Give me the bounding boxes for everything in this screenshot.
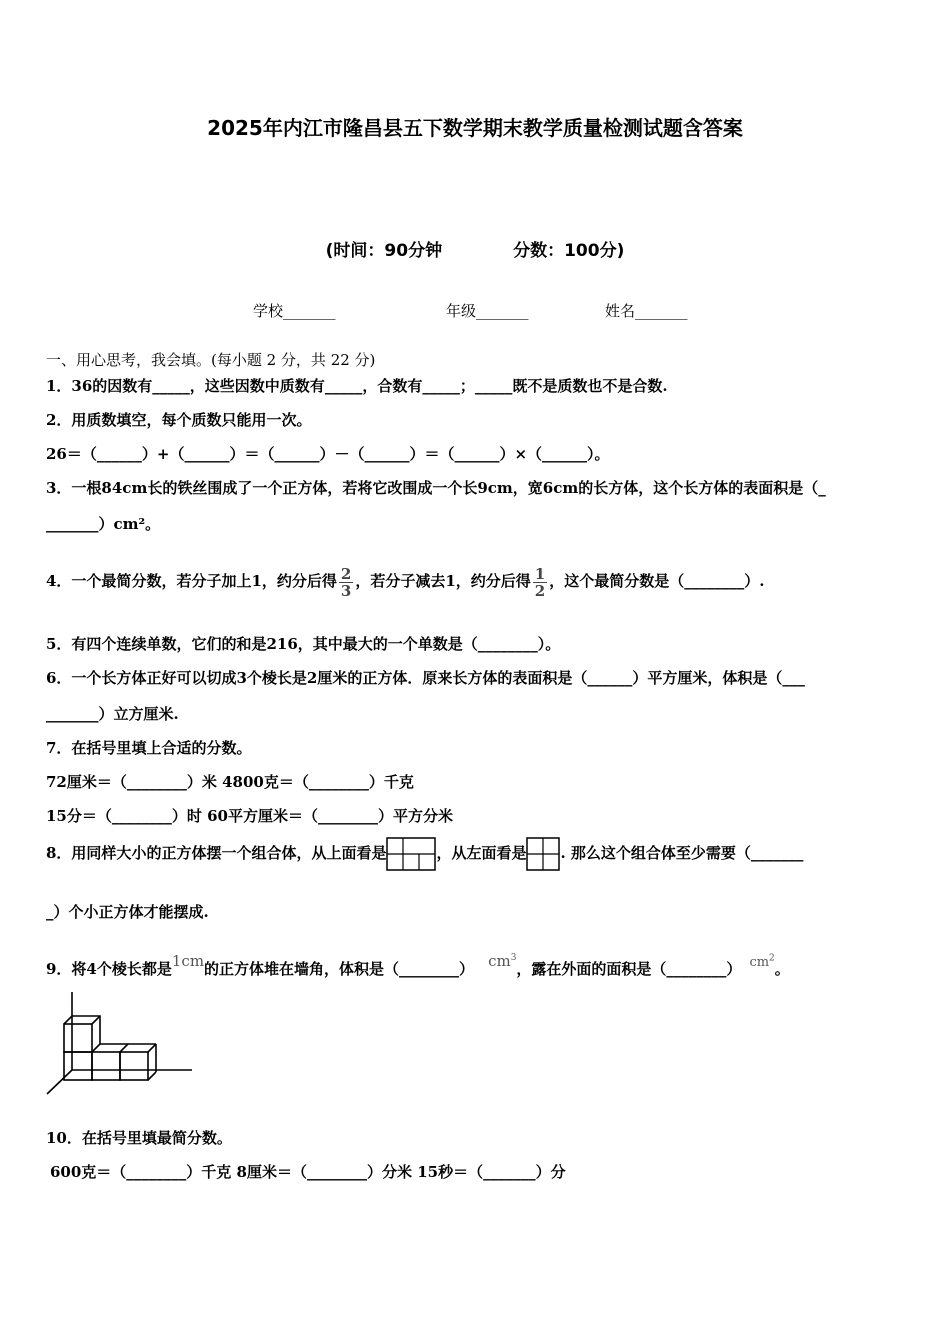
question-9: 9．将4个棱长都是1cm的正方体堆在墙角，体积是（________） $cm^3$，露在外面的面积是（________） $cm^2$。 xyxy=(46,952,790,978)
name-field: 姓名_______ xyxy=(605,302,688,320)
grade-field: 年级_______ xyxy=(446,302,529,320)
question-8-cont: _）个小正方体才能摆成. xyxy=(46,903,209,921)
question-1: 1．36的因数有_____，这些因数中质数有_____，合数有_____；_____既不是质数也不是合数. xyxy=(46,377,668,395)
page-title: 2025年内江市隆昌县五下数学期末教学质量检测试题含答案 xyxy=(207,116,743,140)
question-2-equation: 26＝（______）+（______）＝（______）－（______）＝（______）×（______）。 xyxy=(46,445,610,463)
left-view-grid xyxy=(526,837,560,871)
question-7-line-1: 72厘米＝（________）米 4800克＝（________）千克 xyxy=(46,773,414,791)
section-heading: 一、用心思考，我会填。(每小题 2 分，共 22 分) xyxy=(46,351,376,369)
question-2: 2．用质数填空，每个质数只能用一次。 xyxy=(46,411,312,429)
question-7-line-2: 15分＝（________）时 60平方厘米＝（________）平方分米 xyxy=(46,807,453,825)
top-view-grid xyxy=(386,837,436,871)
fraction-one-half: $\frac{1}{2}$ xyxy=(534,564,546,600)
question-5: 5．有四个连续单数，它们的和是216，其中最大的一个单数是（________）。 xyxy=(46,635,561,653)
exam-time-score: (时间：90分钟 分数：100分) xyxy=(325,241,625,261)
question-4: 4．一个最简分数，若分子加上1，约分后得 $\frac{2}{3}$ ，若分子减去1，约分后得 $\frac{1}{2}$ ，这个最简分数是（________）. xyxy=(46,564,765,600)
question-3: 3．一根84cm长的铁丝围成了一个正方体，若将它改围成一个长9cm，宽6cm的长方体，这个长方体的表面积是（_ xyxy=(46,479,826,497)
fraction-two-thirds: $\frac{2}{3}$ xyxy=(340,564,352,600)
question-7: 7．在括号里填上合适的分数。 xyxy=(46,739,252,757)
corner-cubes-figure xyxy=(44,990,196,1098)
question-3-cont: _______）cm²。 xyxy=(46,515,161,533)
question-8: 8．用同样大小的正方体摆一个组合体，从上面看是 ，从左面看是 . 那么这个组合体至少需要（_______ xyxy=(46,834,803,872)
question-6: 6．一个长方体正好可以切成3个棱长是2厘米的正方体．原来长方体的表面积是（______）平方厘米，体积是（___ xyxy=(46,669,805,687)
question-10: 10．在括号里填最简分数。 xyxy=(46,1129,232,1147)
school-field: 学校_______ xyxy=(253,302,336,320)
question-10-line: 600克＝（________）千克 8厘米＝（________）分米 15秒＝（_______）分 xyxy=(50,1163,566,1181)
question-6-cont: _______）立方厘米. xyxy=(46,705,179,723)
